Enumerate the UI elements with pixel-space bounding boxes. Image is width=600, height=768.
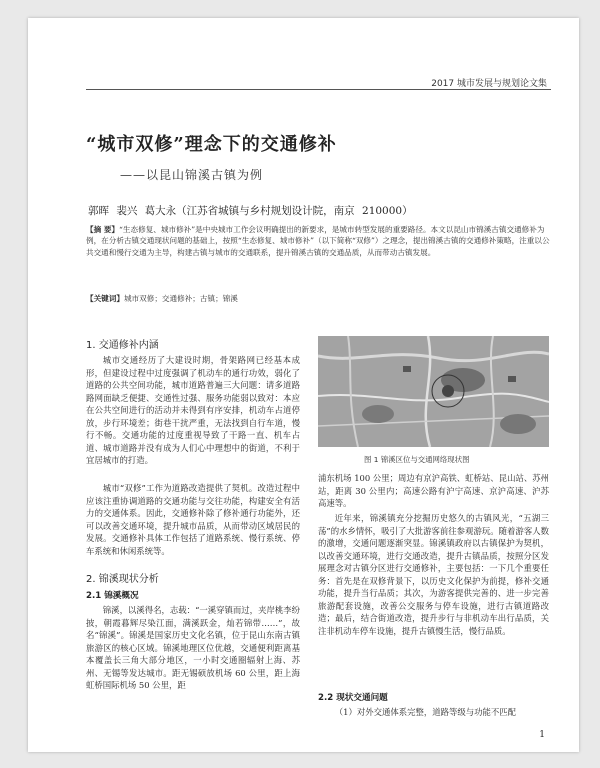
paper-subtitle: ——以昆山锦溪古镇为例 bbox=[120, 168, 264, 182]
figure-caption: 图 1 锦溪区位与交通网络现状图 bbox=[364, 455, 470, 464]
keywords-text: 城市双修；交通修补；古镇；锦溪 bbox=[123, 294, 238, 303]
paper-authors: 郭晖 裴兴 葛大永（江苏省城镇与乡村规划设计院，南京 210000） bbox=[88, 205, 413, 217]
paper-page bbox=[28, 18, 579, 752]
abstract-label: 【摘 要】 bbox=[86, 225, 120, 234]
abstract-text: “生态修复、城市修补”是中央城市工作会议明确提出的新要求，是城市转型发展的重要路径。本文以昆山市锦溪古镇交通修补为例，在分析古镇交通现状问题的基础上，按照“生态修复、城市修补”（以下简称“双修”）之理念，提出锦溪古镇的交通修补策略，注重以公共交通和慢行交通为主导，构建古镇与城市的交通联系，提升锦溪古镇的交通品质，从而带动古镇发展。 bbox=[86, 225, 550, 257]
section-2-1-paragraph-2: 近年来，锦溪镇充分挖掘历史悠久的古镇风光，“五湖三荡”的水乡情怀，吸引了大批游客前往参观游玩。随着游客人数的激增，交通问题逐渐突显。锦溪镇政府以古镇保护为契机，以改善交通环境，进行交通改造，提升古镇品质，按照分区发展理念对古镇分区进行交通修补，主要包括：一下几个重要任务：首先是在双修背景下，以历史文化保护为前提，修补交通功能，提升当行品质；其次，为游客提供完善的、进一步完善旅游配套设施，改善公交服务与停车设施，进行古镇道路改造；最后，结合街道改造，提升步行与非机动车出行品质，关注非机动车停车设施，提升古镇慢生活，慢行品质。 bbox=[318, 513, 549, 636]
paper-title: “城市双修”理念下的交通修补 bbox=[86, 134, 337, 155]
subsection-heading-2-2: 2.2 现状交通问题 bbox=[318, 693, 388, 703]
section-2-1-paragraph-1-continued: 浦东机场 100 公里；周边有京沪高铁、虹桥站、昆山站、苏州站，距离 30 公里内；高速公路有沪宁高速、京沪高速、沪苏高速等。 bbox=[318, 473, 549, 509]
page-number: 1 bbox=[539, 730, 545, 740]
map-image bbox=[318, 336, 549, 447]
section-heading-2: 2. 锦溪现状分析 bbox=[86, 574, 159, 585]
keywords-label: 【关键词】 bbox=[86, 294, 124, 303]
running-header: 2017 城市发展与规划论文集 bbox=[431, 79, 547, 89]
section-2-1-paragraph-1: 锦溪，以溪得名，志载：“一溪穿镇而过，夹岸桃李纷披，朝霞暮辉尽染江面，满溪跃金，灿若锦带……”，故名“锦溪”。锦溪是国家历史文化名镇，位于昆山东南古镇旅游区的核心区域。锦溪地理区位优越，交通便利距离基本覆盖长三角大部分地区，一小时交通圈辐射上海、苏州、无锡等发达城市。距无锡硕放机场 60 公里，距上海虹桥国际机场 50 公里，距 bbox=[86, 605, 300, 691]
section-2-2-paragraph-1: （1）对外交通体系完整，道路等级与功能不匹配 bbox=[334, 707, 516, 717]
abstract-block bbox=[86, 224, 552, 258]
header-rule bbox=[86, 89, 551, 90]
section-1-paragraph-1: 城市交通经历了大建设时期，骨架路网已经基本成形，但建设过程中过度强调了机动车的通行功效，弱化了道路的公共空间功能，城市道路普遍三大问题：请多道路路网面缺乏便捷、交通性过强、服务功能弱以致对：本应在公共空间进行的活动并未得到有序安排，机动车占道停放，步行环境差；街巷干扰严重，无法找到自行车道，慢行不畅。交通功能的过度重视导致了干路一直、机车占道、城市道路并没有成为人们心中理想中的街道，不利于宜居城市的打造。 bbox=[86, 355, 300, 466]
subsection-heading-2-1: 2.1 锦溪概况 bbox=[86, 591, 139, 601]
keywords-block bbox=[86, 293, 238, 304]
section-1-paragraph-2: 城市“双修”工作为道路改造提供了契机。改造过程中应该注重协调道路的交通功能与交往功能，构建安全有活力的交通体系。因此，交通修补除了修补通行功能外，还可以改善交通环境，提升城市品质，从而带动区域居民的发展。交通修补具体工作包括了道路系统、慢行系统、停车系统和休闲系统等。 bbox=[86, 483, 300, 556]
section-heading-1: 1. 交通修补内涵 bbox=[86, 340, 159, 351]
location-map-figure bbox=[318, 336, 549, 447]
